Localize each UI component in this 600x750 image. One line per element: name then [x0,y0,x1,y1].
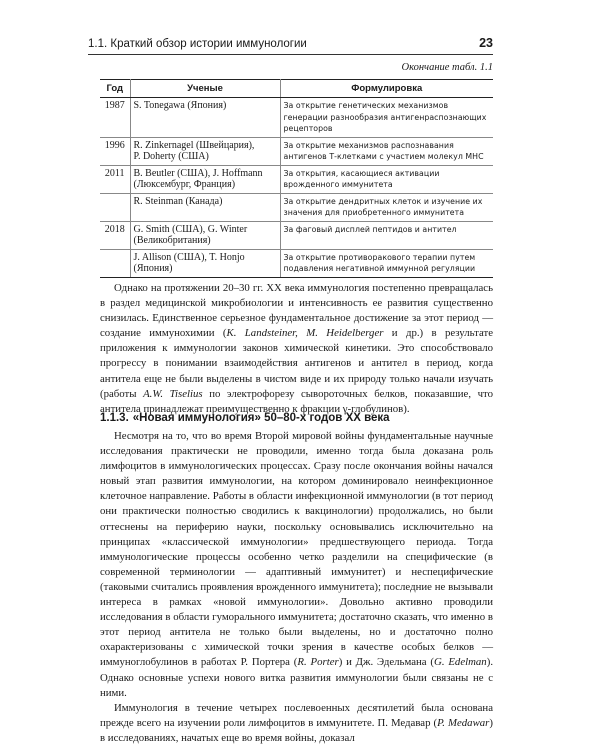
scientist-line: R. Zinkernagel (Швейцария), [133,139,255,151]
scientist-line: J. Allison (США), T. Honjo [133,251,245,263]
body-text-block-2 [100,429,493,746]
scientists-cell [130,137,280,165]
section-number: 1.1.3. [100,412,129,424]
column-header-formulation: Формулировка [280,80,493,98]
scientists-cell [130,98,280,138]
table-row [100,137,493,165]
nobel-prize-table [100,79,493,278]
formulation-cell: За фаговый дисплей пептидов и антител [280,221,493,249]
paragraph-new-immunology [100,429,493,701]
running-head-title: 1.1. Краткий обзор истории иммунологии [88,38,307,50]
table-row [100,98,493,138]
text-run: ) в исследованиях, начатых еще во время войны, доказал [100,716,493,744]
scientist-line: (Великобритания) [133,235,211,246]
text-run: Несмотря на то, что во время Второй мировой войны фундаментальные научные исследования практически не проводили, именно тогда была доказана роль лимфоцитов в иммунологических процессах. Сразу после окончания войны начался новый этап развития иммунологии, на котором доминировало неинфекционное клеточное направление. Работы в области инфекционной иммунологии (в тот период они практически полностью сводились к вакцинологии) продолжались, но были оттеснены на периферию науки, поскольку основывались исключительно на принципах «классической иммунологии» предшествующего периода. Тогда иммунологические процессы особенно четко разделили на специфические (в современной терминологии — адаптивный иммунитет) и неспецифические (таковыми считались проявления врожденного иммунитета); последние не вызывали интереса в рамках «новой иммунологии». Довольно активно проводили исследования в области гуморального иммунитета; достаточно сказать, что именно в этот период антитела не только были выделены, но и достаточно полно охарактеризованы с химической точки зрения в качестве особых белков — иммуноглобулинов в работах Р. Портера ( [100,430,493,669]
table-row [100,165,493,193]
text-run: ). Однако основные успехи нового витка развития иммунологии были связаны не с ними. [100,656,494,699]
year-cell [100,249,130,277]
section-title: «Новая иммунология» 50–80-х годов XX века [132,412,390,424]
table-row [100,249,493,277]
table-header-row [100,80,493,98]
author-name: A.W. Tiselius [143,387,203,400]
year-cell: 1987 [100,98,130,138]
text-run: и др.) в результате приложения к иммунологии законов химической кинетики. Это способствовало прогрессу в понимании взаимодействия антигенов и антител в период, когда антитела еще не были выделены в чистом виде и их природу только начали изучать (работы [100,327,494,400]
scientists-cell [130,221,280,249]
author-names: K. Landsteiner, M. Heidelberger [226,327,384,340]
formulation-cell: За открытие генетических механизмов генерации разнообразия антигенраспознающих рецепторов [280,98,493,138]
text-run: ) и Дж. Эдельмана ( [338,656,435,669]
scientist-line: R. Steinman (Канада) [133,195,223,207]
formulation-cell: За открытие дендритных клеток и изучение их значения для приобретенного иммунитета [280,193,493,221]
scientists-cell [130,165,280,193]
table-row [100,193,493,221]
scientist-line: G. Smith (США), G. Winter [133,223,248,235]
text-run: Однако на протяжении 20–30 гг. XX века иммунология постепенно превращалась в раздел медицинской микробиологии и интенсивность ее развития существенно снизилась. Единственное серьезное фундаментальное достижение за этот период — создание иммунохимии ( [100,282,493,340]
year-cell [100,193,130,221]
formulation-cell: За открытие противоракового терапии путем подавления негативной иммунной регуляции [280,249,493,277]
paragraph-lymphocytes [100,701,493,746]
text-run: Иммунология в течение четырех послевоенных десятилетий была основана прежде всего на изучении роли лимфоцитов в иммунитете. П. Медавар ( [100,701,493,729]
column-header-year: Год [100,80,130,98]
page-number: 23 [479,36,493,50]
paragraph-immunochemistry [100,281,493,417]
table-row [100,221,493,249]
year-cell: 1996 [100,137,130,165]
formulation-cell: За открытия, касающиеся активации врожденного иммунитета [280,165,493,193]
scientist-line: S. Tonegawa (Япония) [133,100,227,111]
year-cell: 2018 [100,221,130,249]
body-text-block-1 [100,281,493,417]
text-run: по электрофорезу сывороточных белков, показавшие, что антитела принадлежат преимущественно к фракции γ-глобулинов). [100,387,493,415]
author-name: R. Porter [297,656,339,669]
section-heading [100,412,493,424]
scientist-line: B. Beutler (США), J. Hoffmann [133,167,263,179]
author-name: P. Medawar [437,716,490,729]
column-header-scientists: Ученые [130,80,280,98]
scientist-line: P. Doherty (США) [133,151,209,162]
year-cell: 2011 [100,165,130,193]
author-name: G. Edelman [434,656,487,669]
header-rule [88,54,493,55]
scientist-line: (Япония) [133,263,173,274]
scientists-cell [130,249,280,277]
scientist-line: (Люксембург, Франция) [133,179,236,190]
scientists-cell [130,193,280,221]
table-caption: Окончание табл. 1.1 [401,62,493,73]
formulation-cell: За открытие механизмов распознавания антигенов Т-клетками с участием молекул МНС [280,137,493,165]
running-head [88,36,493,50]
